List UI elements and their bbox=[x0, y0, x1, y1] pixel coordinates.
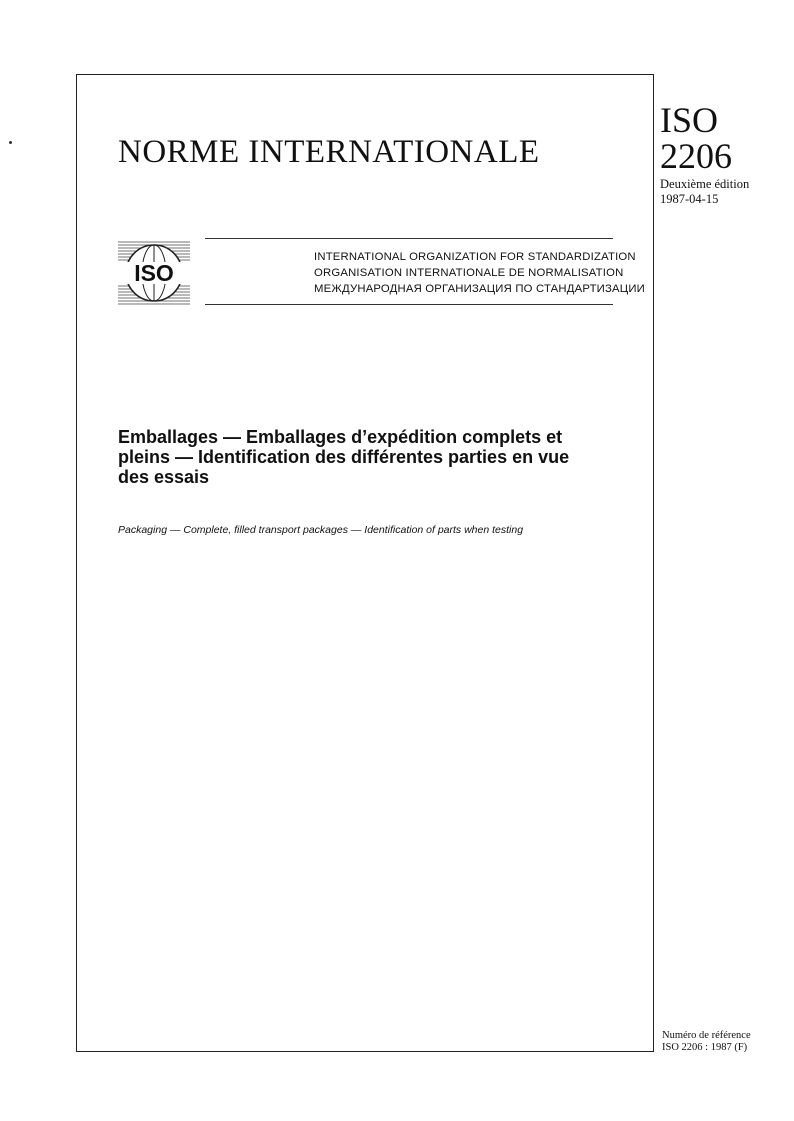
english-title: Packaging — Complete, filled transport packages — Identification of parts when testing bbox=[118, 524, 524, 536]
frame-bottom-border bbox=[76, 1051, 654, 1052]
logo-text: ISO bbox=[134, 260, 174, 286]
organization-names bbox=[314, 249, 645, 297]
org-name-english: INTERNATIONAL ORGANIZATION FOR STANDARDIZATION bbox=[314, 251, 636, 263]
scan-speck bbox=[9, 141, 12, 144]
frame-right-border bbox=[653, 74, 654, 1052]
french-title-line: des essais bbox=[118, 467, 210, 487]
standard-number: 2206 bbox=[660, 136, 732, 176]
reference-code: ISO 2206 : 1987 (F) bbox=[662, 1042, 748, 1053]
edition-date: 1987-04-15 bbox=[660, 192, 719, 206]
org-name-french: ORGANISATION INTERNATIONALE DE NORMALISATION bbox=[314, 267, 624, 279]
reference-number bbox=[662, 1030, 751, 1054]
iso-logo-icon bbox=[118, 240, 190, 306]
document-type-heading: NORME INTERNATIONALE bbox=[118, 134, 540, 170]
org-rule-bottom bbox=[205, 304, 613, 305]
reference-label: Numéro de référence bbox=[662, 1030, 751, 1041]
frame-left-border bbox=[76, 74, 77, 1051]
org-name-russian: МЕЖДУНАРОДНАЯ ОРГАНИЗАЦИЯ ПО СТАНДАРТИЗАЦИИ bbox=[314, 283, 645, 295]
frame-top-border bbox=[76, 74, 654, 75]
standard-prefix: ISO bbox=[660, 100, 719, 140]
french-title-line: Emballages — Emballages d’expédition complets et bbox=[118, 427, 563, 447]
french-title bbox=[118, 427, 628, 487]
standard-identifier bbox=[660, 102, 749, 207]
edition-label: Deuxième édition bbox=[660, 177, 750, 191]
org-rule-top bbox=[205, 238, 613, 239]
french-title-line: pleins — Identification des différentes parties en vue bbox=[118, 447, 570, 467]
